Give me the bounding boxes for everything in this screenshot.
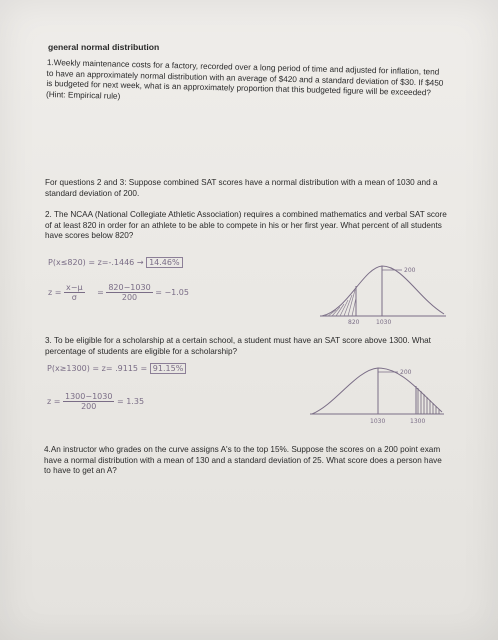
q3-sub-fraction [63, 392, 114, 411]
q2-sub-fraction [106, 283, 152, 302]
q2-zscore-work: z = $\frac{x-\mu}{\sigma}$ = $\frac{820-1030}{200}$ = −1.05 [48, 283, 189, 302]
q2-graph-x1: 820 [348, 319, 360, 326]
q3-prob: P(x≥1300) = z= .9115 = [47, 364, 148, 373]
worksheet-title: general normal distribution [48, 42, 160, 52]
q2-formula-lhs: z = [48, 288, 64, 297]
q2-z: z=-.1446 → [97, 258, 144, 267]
q2-answer-box: 14.46% [146, 257, 183, 268]
q3-curve [312, 368, 442, 414]
q2-graph-sd: 200 [404, 267, 416, 274]
q3-formula-lhs: z = [47, 397, 63, 406]
question-2: 2. The NCAA (National Collegiate Athletic Association) requires a combined mathematics and verbal SAT score of at least 820 in order for an athlete to be able to compete in his or her first year. What percent of all students have scores below 820? [45, 210, 447, 240]
q2-formula-num: x−μ [66, 283, 83, 292]
q2-normal-curve-sketch [318, 258, 448, 330]
q3-result: = 1.35 [116, 397, 145, 406]
q3-shaded-area [418, 388, 439, 414]
q2-sub-num: 820−1030 [108, 283, 151, 292]
q2-result: = −1.05 [155, 288, 189, 297]
q3-answer-box: 91.15% [150, 363, 187, 374]
question-1: 1.Weekly maintenance costs for a factory, recorded over a long period of time and adjusted for inflation, tend to have an approximately normal distribution with an average of $420 and a standard deviation of $30. If $450 is budgeted for next week, what is an approximately proportion that this budgeted figure will be exceeded? (Hint: Empirical rule) [46, 58, 444, 101]
q3-zscore-work [47, 392, 144, 411]
question-3: 3. To be eligible for a scholarship at a certain school, a student must have an SAT score above 1300. What percentage of students are eligible for a scholarship? [45, 336, 431, 356]
q3-normal-curve-sketch [306, 360, 448, 432]
q2-formula-den: σ [71, 293, 77, 302]
q2-formula-fraction [64, 283, 85, 302]
q2-curve [322, 266, 444, 316]
questions-2-3-intro: For questions 2 and 3: Suppose combined SAT scores have a normal distribution with a mean of 1030 and a standard deviation of 200. [45, 178, 438, 198]
q3-graph-x2: 1300 [410, 418, 426, 425]
question-4: 4.An instructor who grades on the curve assigns A's to the top 15%. Suppose the scores on a 200 point exam have a normal distribution with a mean of 130 and a standard deviation of 25. What score does a person have to have to get an A? [44, 445, 442, 475]
q3-sub-den: 200 [81, 402, 97, 411]
q2-prob: P(x≤820) = [48, 258, 96, 267]
q3-sub-num: 1300−1030 [65, 392, 113, 401]
q2-probability-work [48, 258, 183, 267]
q2-sub-den: 200 [121, 293, 138, 302]
q2-graph-x2: 1030 [376, 319, 392, 326]
q3-graph-sd: 200 [400, 369, 412, 376]
q3-probability-work [47, 364, 186, 373]
q3-graph-x1: 1030 [370, 418, 386, 425]
